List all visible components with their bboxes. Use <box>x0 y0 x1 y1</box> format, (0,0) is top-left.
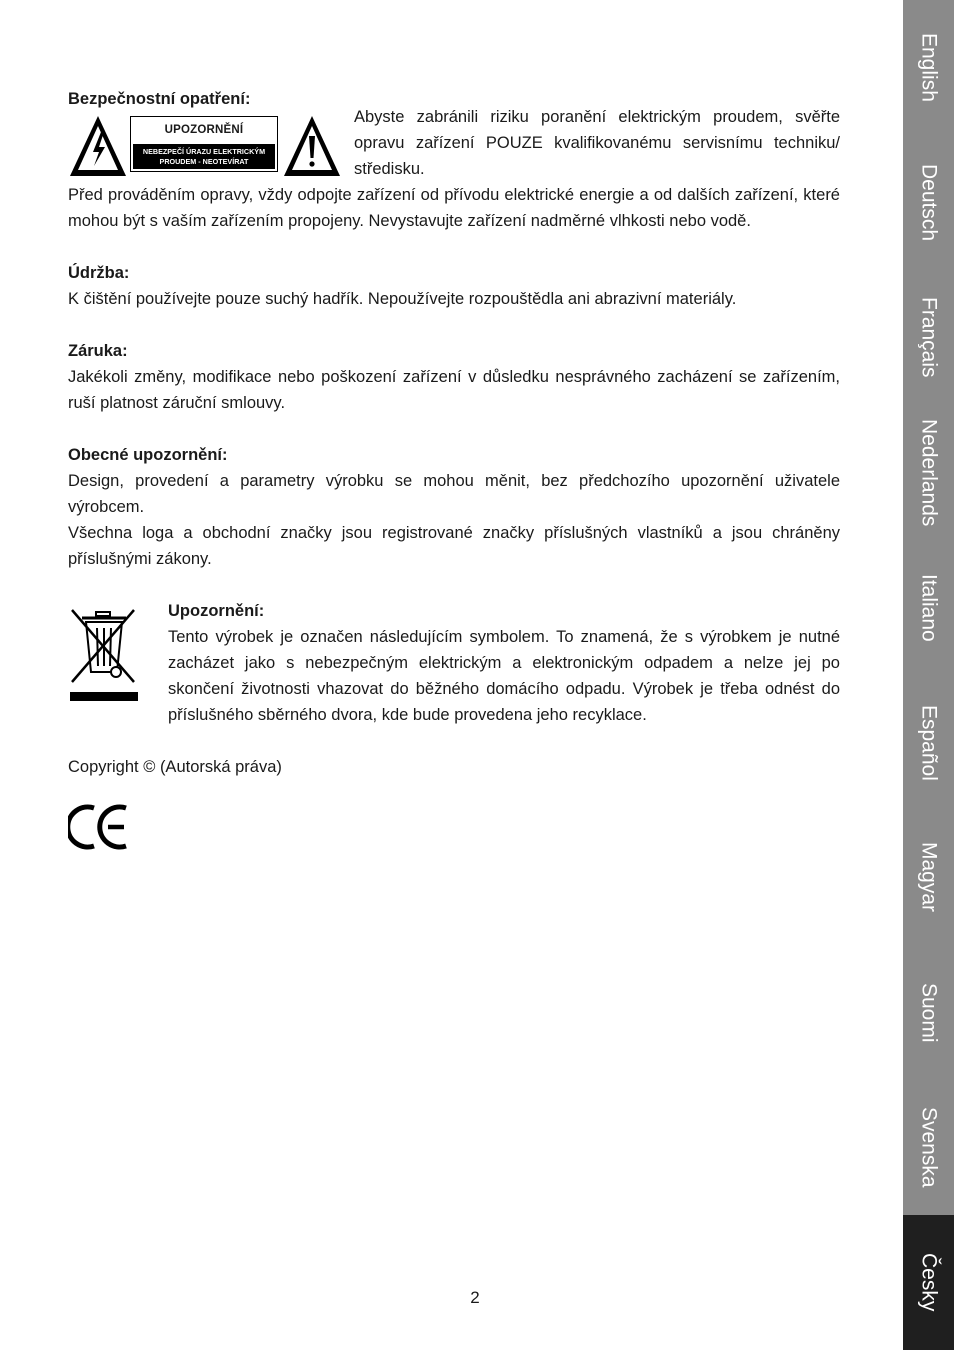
weee-heading: Upozornění: <box>168 602 265 620</box>
tab-nederlands[interactable] <box>903 405 954 540</box>
general-heading: Obecné upozornění: <box>68 446 228 464</box>
weee-section <box>68 598 840 728</box>
warning-label: UPOZORNĚNÍ <box>164 124 244 136</box>
maintenance-text: K čištění používejte pouze suchý hadřík. Nepoužívejte rozpouštědla ani abrazivní materiály. <box>68 290 737 308</box>
tab-suomi[interactable] <box>903 945 954 1080</box>
copyright-text: Copyright © (Autorská práva) <box>68 758 282 776</box>
weee-text: Tento výrobek je označen následujícím symbolem. To znamená, že s výrobkem je nutné zacházet jako s nebezpečným elektrickým a elektronickým odpadem a nelze jej po skončení životnosti vhazovat do běžného domácího odpadu. Výrobek je třeba odnést do příslušného sběrného dvora, kde bude provedena jeho recyklace. <box>168 628 840 724</box>
tab-english[interactable] <box>903 0 954 135</box>
page-content <box>68 86 840 860</box>
tab-label: Français <box>917 297 941 378</box>
warning-sub-line-2: PROUDEM - NEOTEVÍRAT <box>159 156 249 166</box>
tab-label: Español <box>917 704 941 781</box>
crossed-out-bin-icon <box>68 606 140 706</box>
tab-label: Nederlands <box>917 418 941 527</box>
tab-espanol[interactable] <box>903 675 954 810</box>
electric-hazard-triangle-icon <box>68 114 128 178</box>
tab-label: Magyar <box>917 842 941 913</box>
general-text-1: Design, provedení a parametry výrobku se mohou měnit, bez předchozího upozornění uživatele výrobcem. <box>68 472 840 516</box>
safety-text-beside: Abyste zabránili riziku poranění elektrickým proudem, svěřte opravu zařízení POUZE kvalifikovanému servisnímu techniku/ středisku. <box>354 108 840 178</box>
general-text-2: Všechna loga a obchodní značky jsou registrované značky příslušných vlastníků a jsou chráněny příslušnými zákony. <box>68 524 840 568</box>
tab-svenska[interactable] <box>903 1080 954 1215</box>
tab-francais[interactable] <box>903 270 954 405</box>
safety-heading: Bezpečnostní opatření: <box>68 90 251 108</box>
tab-cesky[interactable] <box>903 1215 954 1350</box>
tab-label: Suomi <box>917 982 941 1043</box>
exclamation-triangle-icon <box>282 114 342 178</box>
warning-graphic <box>68 114 344 180</box>
warning-label-box <box>130 116 278 172</box>
maintenance-heading: Údržba: <box>68 264 130 282</box>
page-number: 2 <box>470 1288 480 1307</box>
language-sidebar <box>903 0 954 1350</box>
tab-label: Italiano <box>917 573 941 642</box>
tab-label: Česky <box>917 1253 941 1312</box>
warranty-text: Jakékoli změny, modifikace nebo poškození zařízení v důsledku nesprávného zacházení se zařízením, ruší platnost záruční smlouvy. <box>68 368 840 412</box>
tab-label: English <box>917 33 941 102</box>
tab-italiano[interactable] <box>903 540 954 675</box>
ce-mark-icon <box>68 802 130 852</box>
tab-label: Svenska <box>917 1107 941 1188</box>
tab-deutsch[interactable] <box>903 135 954 270</box>
safety-warning-row <box>68 108 840 182</box>
warning-sub-line-1: NEBEZPEČÍ ÚRAZU ELEKTRICKÝM <box>142 147 266 156</box>
tab-magyar[interactable] <box>903 810 954 945</box>
safety-text-below: Před prováděním opravy, vždy odpojte zařízení od přívodu elektrické energie a od dalších zařízení, které mohou být s vaším zařízením propojeny. Nevystavujte zařízení nadměrné vlhkosti nebo vodě. <box>68 186 840 230</box>
warning-sub-label <box>133 144 275 169</box>
tab-label: Deutsch <box>917 163 941 242</box>
warranty-heading: Záruka: <box>68 342 128 360</box>
